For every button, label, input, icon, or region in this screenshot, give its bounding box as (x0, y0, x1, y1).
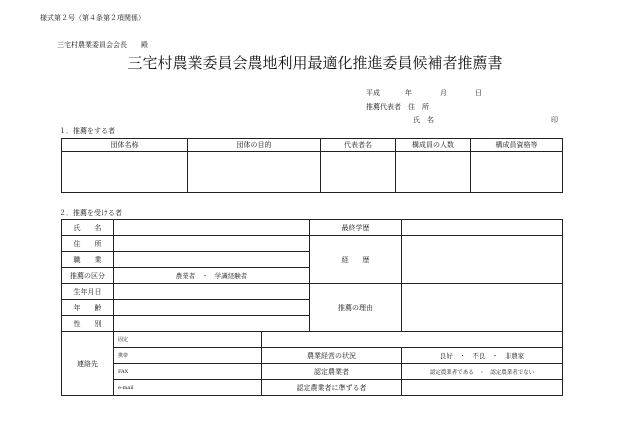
farming-status-options[interactable]: 良好 ・ 不良 ・ 非農家 (402, 348, 563, 364)
gender-value[interactable] (114, 316, 310, 332)
member-qualification-cell[interactable] (471, 152, 563, 193)
birthdate-value[interactable] (114, 284, 310, 300)
quasi-certified-value[interactable] (402, 380, 563, 396)
farming-status-label: 農業経営の状況 (262, 348, 402, 364)
category-label: 推薦の区分 (62, 268, 114, 284)
representative-address-label: 推薦代表者 住 所 (366, 103, 429, 111)
date-year: 年 (405, 89, 412, 97)
reason-label: 推薦の理由 (310, 284, 402, 332)
certified-label: 認定農業者 (262, 364, 402, 380)
col-org-name: 団体名称 (62, 139, 188, 152)
contact-mobile[interactable]: 携帯 (114, 348, 262, 364)
name-label: 氏 名 (62, 220, 114, 236)
recommender-table (61, 138, 563, 193)
date-day: 日 (475, 89, 482, 97)
form-number: 様式第２号（第４条第２項関係） (40, 14, 145, 22)
col-member-qualification: 構成員資格等 (471, 139, 563, 152)
seal-mark: 印 (551, 116, 558, 124)
name-value[interactable] (114, 220, 310, 236)
date-month: 月 (440, 89, 447, 97)
col-org-purpose: 団体の目的 (188, 139, 321, 152)
contact-label: 連絡先 (62, 332, 114, 396)
nominee-table (61, 219, 563, 396)
birthdate-label: 生年月日 (62, 284, 114, 300)
address-label: 住 所 (62, 236, 114, 252)
contact-landline[interactable]: 固定 (114, 332, 262, 348)
contact-fax[interactable]: FAX (114, 364, 262, 380)
age-label: 年 齢 (62, 300, 114, 316)
career-value[interactable] (402, 236, 563, 284)
quasi-certified-label: 認定農業者に準ずる者 (262, 380, 402, 396)
page-title: 三宅村農業委員会農地利用最適化推進委員候補者推薦書 (127, 54, 503, 72)
gender-label: 性 別 (62, 316, 114, 332)
section2-heading: ２．推薦を受ける者 (59, 209, 122, 217)
contact-landline-spacer (262, 332, 563, 348)
org-purpose-cell[interactable] (188, 152, 321, 193)
representative-name-label: 氏 名 (413, 116, 434, 124)
col-member-count: 構成員の人数 (396, 139, 471, 152)
certified-options[interactable]: 認定農業者である ・ 認定農業者でない (402, 364, 563, 380)
age-value[interactable] (114, 300, 310, 316)
education-label: 最終学歴 (310, 220, 402, 236)
education-value[interactable] (402, 220, 563, 236)
representative-cell[interactable] (321, 152, 396, 193)
career-label: 経 歴 (310, 236, 402, 284)
member-count-cell[interactable] (396, 152, 471, 193)
contact-email[interactable]: e-mail (114, 380, 262, 396)
section1-heading: １．推薦をする者 (59, 127, 115, 135)
category-options[interactable]: 農業者 ・ 学識経験者 (114, 268, 310, 284)
addressee: 三宅村農業委員会会長 殿 (57, 41, 148, 49)
reason-value[interactable] (402, 284, 563, 332)
address-value[interactable] (114, 236, 310, 252)
occupation-value[interactable] (114, 252, 310, 268)
col-representative: 代表者名 (321, 139, 396, 152)
occupation-label: 職 業 (62, 252, 114, 268)
date-era: 平成 (366, 89, 380, 97)
org-name-cell[interactable] (62, 152, 188, 193)
